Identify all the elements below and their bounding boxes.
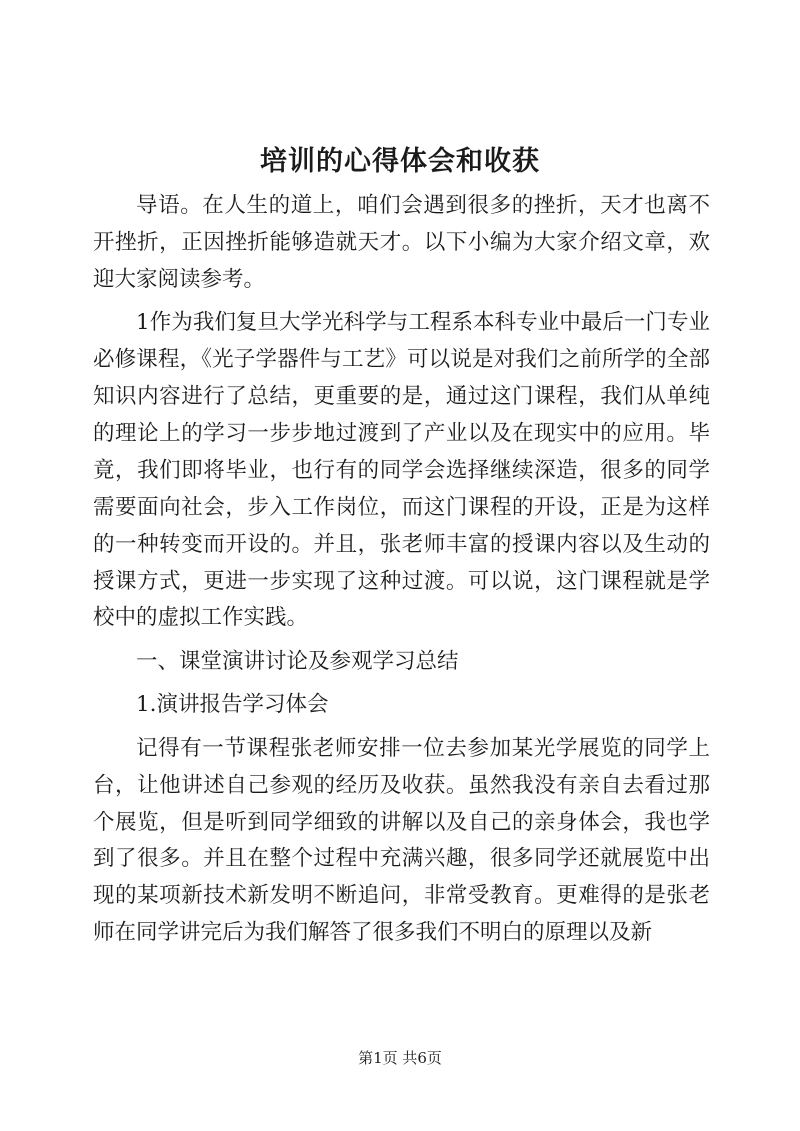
subsection-heading: 1.演讲报告学习体会 xyxy=(136,692,329,718)
body-paragraph: 记得有一节课程张老师安排一位去参加某光学展览的同学上台，让他讲述自己参观的经历及收获。虽然我没有亲自去看过那个展览，但是听到同学细致的讲解以及自己的亲身体会，我也学到了很多。并且在整个过程中充满兴趣，很多同学还就展览中出现的某项新技术新发明不断追问，非常受教育。更难得的是张老师在同学讲完后为我们解答了很多我们不明白的原理以及新 xyxy=(93,735,710,946)
document-title: 培训的心得体会和收获 xyxy=(260,146,540,177)
document-body xyxy=(93,188,710,959)
section-heading: 一、课堂演讲讨论及参观学习总结 xyxy=(136,648,459,674)
body-paragraph: 1作为我们复旦大学光科学与工程系本科专业中最后一门专业必修课程，《光子学器件与工艺》可以说是对我们之前所学的全部知识内容进行了总结，更重要的是，通过这门课程，我们从单纯的理论上的学习一步步地过渡到了产业以及在现实中的应用。毕竟，我们即将毕业，也行有的同学会选择继续深造，很多的同学需要面向社会，步入工作岗位，而这门课程的开设，正是为这样的一种转变而开设的。并且，张老师丰富的授课内容以及生动的授课方式，更进一步实现了这种过渡。可以说，这门课程就是学校中的虚拟工作实践。 xyxy=(93,310,710,631)
page-footer: 第1页 共6页 xyxy=(358,1049,442,1067)
intro-paragraph: 导语。在人生的道上，咱们会遇到很多的挫折，天才也离不开挫折，正因挫折能够造就天才。以下小编为大家介绍文章，欢迎大家阅读参考。 xyxy=(93,193,710,292)
